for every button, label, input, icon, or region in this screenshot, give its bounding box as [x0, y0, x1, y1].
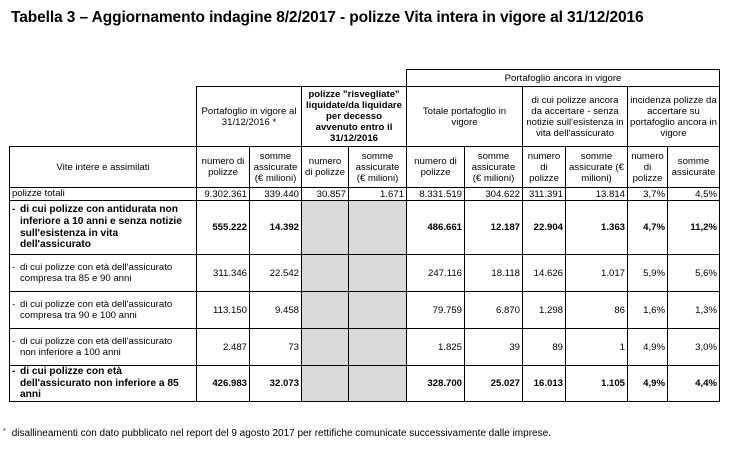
- value-cell: 311.391: [523, 188, 566, 201]
- value-cell: 4,7%: [628, 201, 668, 255]
- header-ancora-group: Portafoglio ancora in vigore: [407, 70, 720, 87]
- row-dash: -: [12, 204, 16, 216]
- value-cell: 1.825: [407, 329, 465, 366]
- value-cell: 16.013: [523, 366, 566, 402]
- subheader-somme-assicurate: somme assicurate: [668, 147, 720, 188]
- table-row: [10, 255, 720, 292]
- subheader-numero-polizze: numero di polizze: [197, 147, 250, 188]
- table-row: [10, 292, 720, 329]
- value-cell: 1.298: [523, 292, 566, 329]
- subheader-somme-assicurate: somme assicurate (€ milioni): [465, 147, 523, 188]
- blank-cell: [10, 87, 197, 147]
- table-row: [10, 329, 720, 366]
- footnote: [3, 428, 551, 439]
- value-cell: 1,6%: [628, 292, 668, 329]
- row-label: [10, 255, 197, 292]
- value-cell: 1.017: [566, 255, 628, 292]
- value-cell: 22.542: [250, 255, 302, 292]
- value-cell: 6.870: [465, 292, 523, 329]
- value-cell: 304.622: [465, 188, 523, 201]
- row-label-text: di cui polizze con età dell'assicurato non inferiore a 100 anni: [20, 335, 173, 358]
- value-cell: 14.626: [523, 255, 566, 292]
- value-cell: 5,6%: [668, 255, 720, 292]
- blank-cell: [197, 70, 250, 87]
- value-cell: [302, 366, 349, 402]
- value-cell: 79.759: [407, 292, 465, 329]
- value-cell: 14.392: [250, 201, 302, 255]
- row-label-text: polizze totali: [12, 188, 65, 200]
- value-cell: [349, 292, 407, 329]
- header-risvegliate: polizze "risvegliate" liquidate/da liquidare per decesso avvenuto entro il 31/12/2016: [302, 87, 407, 147]
- value-cell: [349, 255, 407, 292]
- row-label-text: di cui polizze con età dell'assicurato compresa tra 85 e 90 anni: [20, 261, 173, 284]
- value-cell: 555.222: [197, 201, 250, 255]
- row-label: [10, 329, 197, 366]
- header-da-accertare: di cui polizze ancora da accertare - senza notizie sull'esistenza in vita dell'assicurato: [523, 87, 628, 147]
- row-label-text: di cui polizze con età dell'assicurato compresa tra 90 e 100 anni: [20, 298, 173, 321]
- row-label: [10, 188, 197, 201]
- value-cell: [349, 329, 407, 366]
- value-cell: 73: [250, 329, 302, 366]
- value-cell: 5,9%: [628, 255, 668, 292]
- blank-cell: [10, 70, 197, 87]
- subheader-numero-polizze: numero di polizze: [523, 147, 566, 188]
- value-cell: 4,5%: [668, 188, 720, 201]
- header-portafoglio-vigore: Portafoglio in vigore al 31/12/2016 *: [197, 87, 302, 147]
- value-cell: 1.363: [566, 201, 628, 255]
- value-cell: [302, 292, 349, 329]
- value-cell: 8.331.519: [407, 188, 465, 201]
- row-label: [10, 366, 197, 402]
- value-cell: 339.440: [250, 188, 302, 201]
- value-cell: 22.904: [523, 201, 566, 255]
- value-cell: [302, 255, 349, 292]
- header-incidenza: incidenza polizze da accertare su portafoglio ancora in vigore: [628, 87, 720, 147]
- value-cell: 1: [566, 329, 628, 366]
- value-cell: 486.661: [407, 201, 465, 255]
- value-cell: 3,0%: [668, 329, 720, 366]
- row-label-text: di cui polizze con antidurata non inferiore a 10 anni e senza notizie sull'esistenza in vita dell'assicurato: [20, 204, 182, 251]
- value-cell: 311.346: [197, 255, 250, 292]
- value-cell: 9.302.361: [197, 188, 250, 201]
- blank-cell: [250, 70, 302, 87]
- value-cell: [349, 366, 407, 402]
- table-body: [10, 188, 720, 402]
- subheader-somme-assicurate: somme assicurate (€ milioni): [250, 147, 302, 188]
- row-label-text: di cui polizze con età dell'assicurato non inferiore a 85 anni: [20, 366, 179, 401]
- value-cell: 1.105: [566, 366, 628, 402]
- row-label: [10, 201, 197, 255]
- value-cell: 3,7%: [628, 188, 668, 201]
- value-cell: [349, 201, 407, 255]
- value-cell: 1.671: [349, 188, 407, 201]
- footnote-text: disallineamenti con dato pubblicato nel report del 9 agosto 2017 per rettifiche comunicate successivamente dalle imprese.: [11, 428, 551, 439]
- value-cell: 11,2%: [668, 201, 720, 255]
- subheader-numero-polizze: numero di polizze: [628, 147, 668, 188]
- value-cell: [302, 329, 349, 366]
- value-cell: 247.116: [407, 255, 465, 292]
- subheader-numero-polizze: numero di polizze: [302, 147, 349, 188]
- value-cell: 2.487: [197, 329, 250, 366]
- value-cell: 25.027: [465, 366, 523, 402]
- subheader-somme-assicurate: somme assicurate (€ milioni): [349, 147, 407, 188]
- value-cell: 1,3%: [668, 292, 720, 329]
- value-cell: 328.700: [407, 366, 465, 402]
- value-cell: 13.814: [566, 188, 628, 201]
- value-cell: 4,9%: [628, 366, 668, 402]
- value-cell: 30.857: [302, 188, 349, 201]
- value-cell: 39: [465, 329, 523, 366]
- subheader-numero-polizze: numero di polizze: [407, 147, 465, 188]
- table-row: [10, 188, 720, 201]
- data-table: [9, 69, 720, 402]
- blank-cell: [302, 70, 349, 87]
- page-title: Tabella 3 – Aggiornamento indagine 8/2/2017 - polizze Vita intera in vigore al 31/12/2016: [11, 9, 644, 26]
- row-dash: -: [12, 335, 16, 347]
- footnote-mark: *: [3, 428, 6, 435]
- value-cell: 18.118: [465, 255, 523, 292]
- value-cell: 9.458: [250, 292, 302, 329]
- value-cell: 12.187: [465, 201, 523, 255]
- value-cell: 89: [523, 329, 566, 366]
- blank-cell: [349, 70, 407, 87]
- value-cell: 113.150: [197, 292, 250, 329]
- value-cell: 32.073: [250, 366, 302, 402]
- value-cell: 86: [566, 292, 628, 329]
- row-label: [10, 292, 197, 329]
- row-label-header: Vite intere e assimilati: [10, 147, 197, 188]
- subheader-somme-assicurate: somme assicurate (€ milioni): [566, 147, 628, 188]
- table-row: [10, 201, 720, 255]
- row-dash: -: [12, 298, 16, 310]
- table-row: [10, 366, 720, 402]
- value-cell: 426.983: [197, 366, 250, 402]
- value-cell: 4,4%: [668, 366, 720, 402]
- value-cell: 4,9%: [628, 329, 668, 366]
- row-dash: -: [12, 366, 16, 377]
- row-dash: -: [12, 261, 16, 273]
- value-cell: [302, 201, 349, 255]
- header-totale-portafoglio: Totale portafoglio in vigore: [407, 87, 523, 147]
